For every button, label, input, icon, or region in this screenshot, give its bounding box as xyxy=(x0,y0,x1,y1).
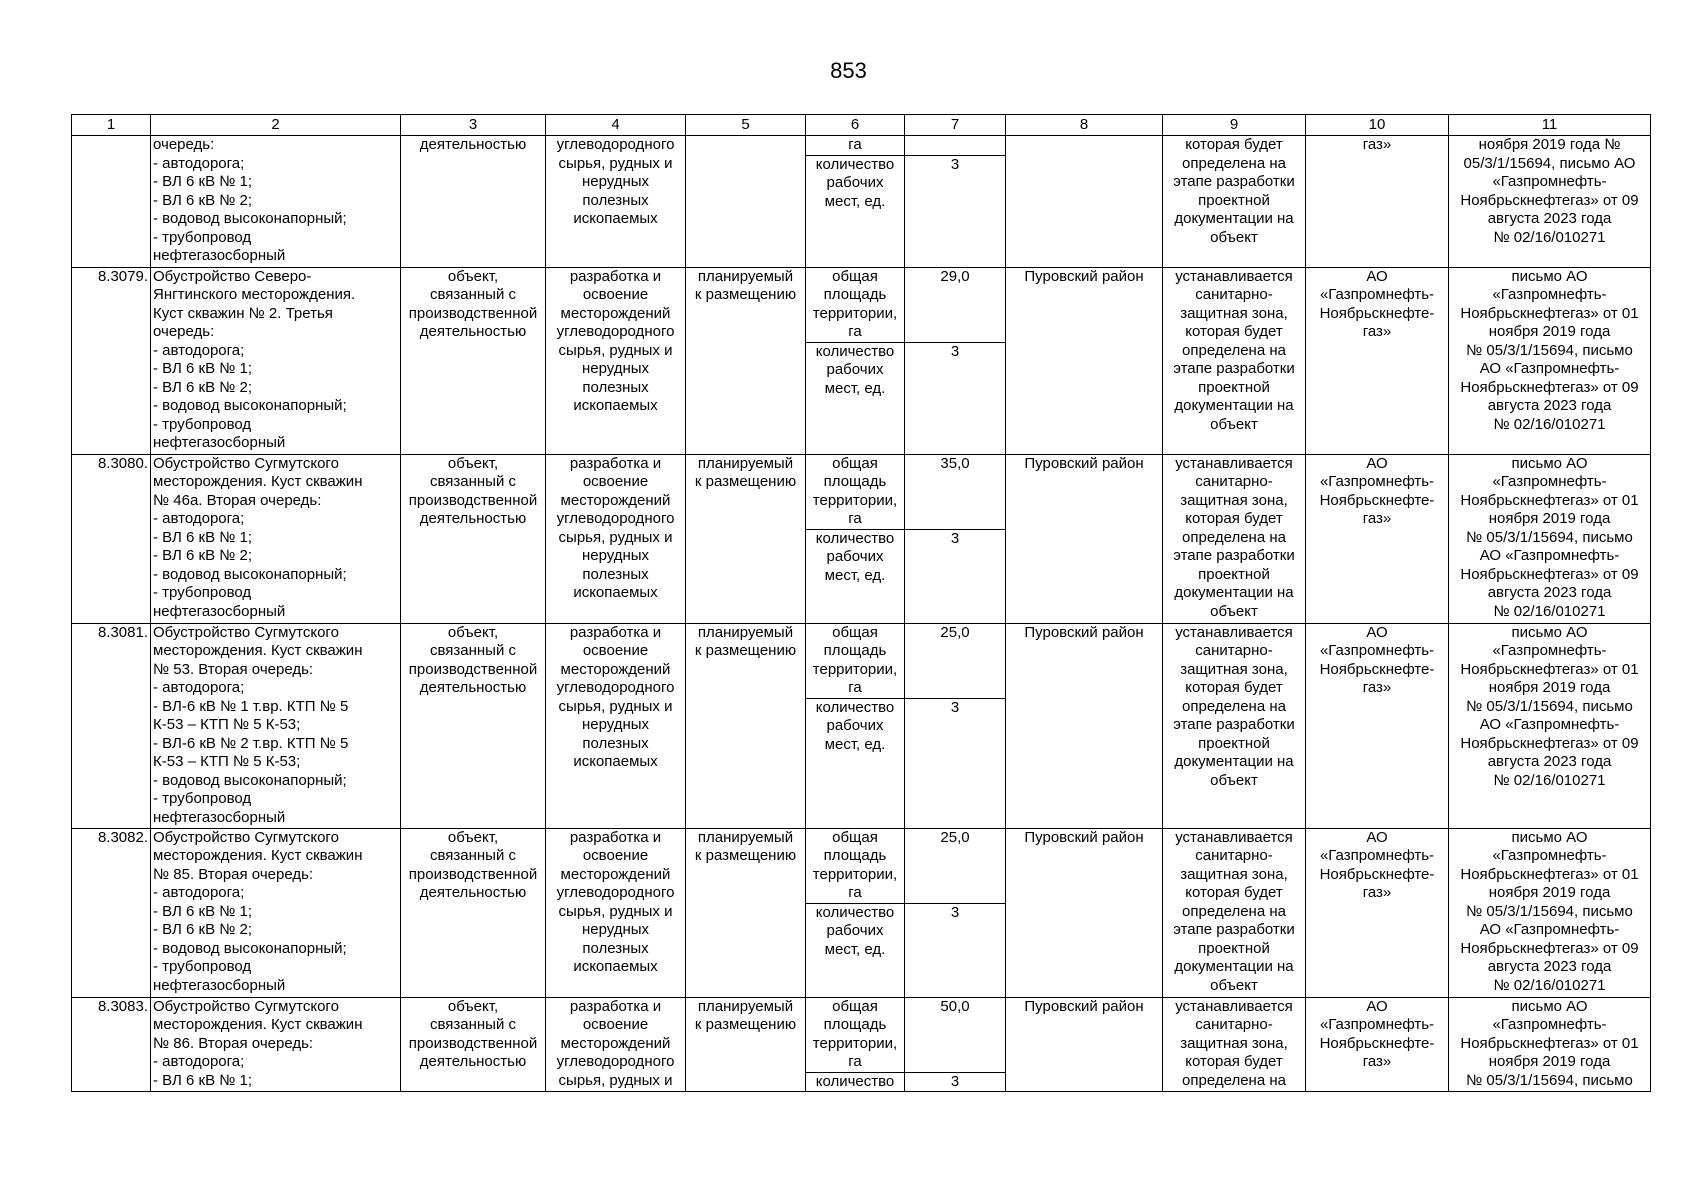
object-zone: устанавливается санитарно- защитная зона, которая будет определена на этапе разработки проектной документации на объект xyxy=(1163,828,1306,997)
param-area-label: общая площадь территории, га xyxy=(806,454,905,529)
object-basis: письмо АО «Газпромнефть- Ноябрьскнефтегаз» от 01 ноября 2019 года № 05/3/1/15694, письмо АО «Газпромнефть- Ноябрьскнефтегаз» от 09 августа 2023 года № 02/16/010271 xyxy=(1449,623,1651,828)
param-area-label: общая площадь территории, га xyxy=(806,623,905,698)
object-description: Обустройство Северо- Янгтинского месторождения. Куст скважин № 2. Третья очередь: - автодорога; - ВЛ 6 кВ № 1; - ВЛ 6 кВ № 2; - водовод высоконапорный; - трубопровод нефтегазосборный xyxy=(151,267,401,454)
param-workplaces-label: количество рабочих мест, ед. xyxy=(806,903,905,997)
object-owner: АО «Газпромнефть- Ноябрьскнефте- газ» xyxy=(1306,623,1449,828)
object-owner: АО «Газпромнефть- Ноябрьскнефте- газ» xyxy=(1306,454,1449,623)
object-purpose: разработка и освоение месторождений углеводородного сырья, рудных и нерудных полезных ископаемых xyxy=(546,454,686,623)
object-status: планируемый к размещению xyxy=(686,267,806,454)
param-area-value: 25,0 xyxy=(905,828,1006,903)
row-number: 8.3082. xyxy=(72,828,151,997)
param-area-label: общая площадь территории, га xyxy=(806,828,905,903)
param-workplaces-value: 3 xyxy=(905,529,1006,623)
object-owner: АО «Газпромнефть- Ноябрьскнефте- газ» xyxy=(1306,828,1449,997)
object-location: Пуровский район xyxy=(1006,828,1163,997)
param-area-label: га xyxy=(806,136,905,156)
object-owner: АО «Газпромнефть- Ноябрьскнефте- газ» xyxy=(1306,267,1449,454)
table-row xyxy=(72,454,1651,529)
object-basis: письмо АО «Газпромнефть- Ноябрьскнефтегаз» от 01 ноября 2019 года № 05/3/1/15694, письмо xyxy=(1449,997,1651,1092)
param-area-value: 50,0 xyxy=(905,997,1006,1072)
column-header: 2 xyxy=(151,115,401,136)
param-workplaces-value: 3 xyxy=(905,1072,1006,1092)
param-workplaces-value: 3 xyxy=(905,155,1006,267)
row-number: 8.3081. xyxy=(72,623,151,828)
column-header: 6 xyxy=(806,115,905,136)
param-area-label: общая площадь территории, га xyxy=(806,997,905,1072)
param-area-value: 25,0 xyxy=(905,623,1006,698)
param-workplaces-value: 3 xyxy=(905,698,1006,828)
object-status xyxy=(686,136,806,268)
object-purpose: разработка и освоение месторождений углеводородного сырья, рудных и нерудных полезных ископаемых xyxy=(546,623,686,828)
object-purpose: разработка и освоение месторождений углеводородного сырья, рудных и нерудных полезных ископаемых xyxy=(546,828,686,997)
table-row xyxy=(72,997,1651,1072)
object-purpose: разработка и освоение месторождений углеводородного сырья, рудных и нерудных полезных ископаемых xyxy=(546,267,686,454)
column-header: 8 xyxy=(1006,115,1163,136)
object-status: планируемый к размещению xyxy=(686,997,806,1092)
object-category: объект, связанный с производственной деятельностью xyxy=(401,454,546,623)
param-area-label: общая площадь территории, га xyxy=(806,267,905,342)
table-row xyxy=(72,623,1651,698)
object-status: планируемый к размещению xyxy=(686,623,806,828)
object-description: Обустройство Сугмутского месторождения. Куст скважин № 53. Вторая очередь: - автодорога; - ВЛ-6 кВ № 1 т.вр. КТП № 5 К-53 – КТП № 5 К-53; - ВЛ-6 кВ № 2 т.вр. КТП № 5 К-53 – КТП № 5 К-53; - водовод высоконапорный; - трубопровод нефтегазосборный xyxy=(151,623,401,828)
object-location: Пуровский район xyxy=(1006,623,1163,828)
object-location xyxy=(1006,136,1163,268)
object-category: объект, связанный с производственной деятельностью xyxy=(401,828,546,997)
param-workplaces-label: количество xyxy=(806,1072,905,1092)
object-owner: АО «Газпромнефть- Ноябрьскнефте- газ» xyxy=(1306,997,1449,1092)
row-number: 8.3079. xyxy=(72,267,151,454)
column-header: 3 xyxy=(401,115,546,136)
object-description: Обустройство Сугмутского месторождения. Куст скважин № 85. Вторая очередь: - автодорога; - ВЛ 6 кВ № 1; - ВЛ 6 кВ № 2; - водовод высоконапорный; - трубопровод нефтегазосборный xyxy=(151,828,401,997)
object-purpose: разработка и освоение месторождений углеводородного сырья, рудных и xyxy=(546,997,686,1092)
param-workplaces-label: количество рабочих мест, ед. xyxy=(806,698,905,828)
column-header: 7 xyxy=(905,115,1006,136)
object-zone: устанавливается санитарно- защитная зона, которая будет определена на этапе разработки проектной документации на объект xyxy=(1163,454,1306,623)
object-owner: газ» xyxy=(1306,136,1449,268)
table-row xyxy=(72,828,1651,903)
object-purpose: углеводородного сырья, рудных и нерудных полезных ископаемых xyxy=(546,136,686,268)
object-zone: устанавливается санитарно- защитная зона, которая будет определена на xyxy=(1163,997,1306,1092)
column-header: 1 xyxy=(72,115,151,136)
object-category: объект, связанный с производственной деятельностью xyxy=(401,997,546,1092)
objects-table xyxy=(71,114,1651,1092)
column-header: 4 xyxy=(546,115,686,136)
object-status: планируемый к размещению xyxy=(686,828,806,997)
object-category: деятельностью xyxy=(401,136,546,268)
param-area-value: 29,0 xyxy=(905,267,1006,342)
row-number xyxy=(72,136,151,268)
param-workplaces-label: количество рабочих мест, ед. xyxy=(806,342,905,454)
column-header: 11 xyxy=(1449,115,1651,136)
param-workplaces-value: 3 xyxy=(905,342,1006,454)
column-header: 10 xyxy=(1306,115,1449,136)
table-row xyxy=(72,267,1651,342)
column-header: 9 xyxy=(1163,115,1306,136)
object-category: объект, связанный с производственной деятельностью xyxy=(401,623,546,828)
object-description: очередь: - автодорога; - ВЛ 6 кВ № 1; - ВЛ 6 кВ № 2; - водовод высоконапорный; - трубопровод нефтегазосборный xyxy=(151,136,401,268)
object-description: Обустройство Сугмутского месторождения. Куст скважин № 46а. Вторая очередь: - автодорога; - ВЛ 6 кВ № 1; - ВЛ 6 кВ № 2; - водовод высоконапорный; - трубопровод нефтегазосборный xyxy=(151,454,401,623)
object-zone: устанавливается санитарно- защитная зона, которая будет определена на этапе разработки проектной документации на объект xyxy=(1163,267,1306,454)
row-number: 8.3080. xyxy=(72,454,151,623)
column-header: 5 xyxy=(686,115,806,136)
object-description: Обустройство Сугмутского месторождения. Куст скважин № 86. Вторая очередь: - автодорога; - ВЛ 6 кВ № 1; xyxy=(151,997,401,1092)
page-number: 853 xyxy=(830,58,867,83)
object-location: Пуровский район xyxy=(1006,454,1163,623)
object-status: планируемый к размещению xyxy=(686,454,806,623)
object-basis: письмо АО «Газпромнефть- Ноябрьскнефтегаз» от 01 ноября 2019 года № 05/3/1/15694, письмо АО «Газпромнефть- Ноябрьскнефтегаз» от 09 августа 2023 года № 02/16/010271 xyxy=(1449,267,1651,454)
param-workplaces-label: количество рабочих мест, ед. xyxy=(806,529,905,623)
object-zone: устанавливается санитарно- защитная зона, которая будет определена на этапе разработки проектной документации на объект xyxy=(1163,623,1306,828)
object-location: Пуровский район xyxy=(1006,997,1163,1092)
param-workplaces-value: 3 xyxy=(905,903,1006,997)
column-number-row xyxy=(72,115,1651,136)
object-category: объект, связанный с производственной деятельностью xyxy=(401,267,546,454)
param-area-value xyxy=(905,136,1006,156)
param-area-value: 35,0 xyxy=(905,454,1006,529)
table-row xyxy=(72,136,1651,156)
param-workplaces-label: количество рабочих мест, ед. xyxy=(806,155,905,267)
object-location: Пуровский район xyxy=(1006,267,1163,454)
object-basis: письмо АО «Газпромнефть- Ноябрьскнефтегаз» от 01 ноября 2019 года № 05/3/1/15694, письмо АО «Газпромнефть- Ноябрьскнефтегаз» от 09 августа 2023 года № 02/16/010271 xyxy=(1449,828,1651,997)
row-number: 8.3083. xyxy=(72,997,151,1092)
object-basis: ноября 2019 года № 05/3/1/15694, письмо АО «Газпромнефть- Ноябрьскнефтегаз» от 09 августа 2023 года № 02/16/010271 xyxy=(1449,136,1651,268)
object-zone: которая будет определена на этапе разработки проектной документации на объект xyxy=(1163,136,1306,268)
object-basis: письмо АО «Газпромнефть- Ноябрьскнефтегаз» от 01 ноября 2019 года № 05/3/1/15694, письмо АО «Газпромнефть- Ноябрьскнефтегаз» от 09 августа 2023 года № 02/16/010271 xyxy=(1449,454,1651,623)
